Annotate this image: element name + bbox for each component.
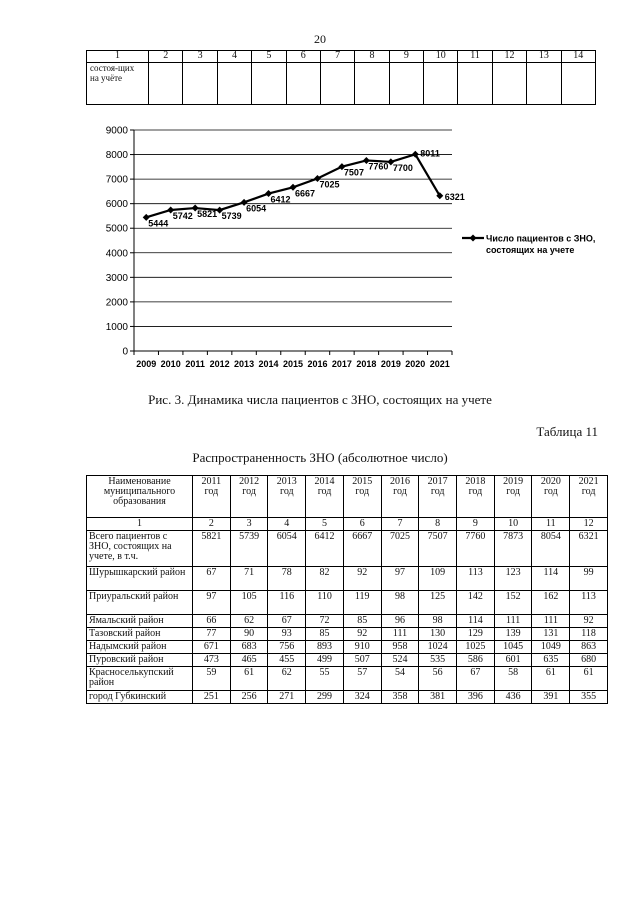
data-label: 5742	[172, 211, 193, 222]
value-cell: 586	[457, 654, 495, 667]
value-cell: 85	[343, 615, 381, 628]
column-number: 8	[355, 51, 389, 63]
value-cell: 92	[343, 628, 381, 641]
value-cell: 59	[193, 667, 231, 691]
y-tick-label: 2000	[105, 297, 128, 309]
municipality-name: Надымский район	[87, 641, 193, 654]
y-tick-label: 7000	[105, 174, 128, 186]
column-index-cell: 3	[230, 518, 268, 531]
value-cell: 1049	[532, 641, 570, 654]
value-cell: 142	[457, 591, 495, 615]
municipality-name: Тазовский район	[87, 628, 193, 641]
value-cell: 130	[419, 628, 457, 641]
continued-row	[87, 63, 596, 105]
column-index-cell: 9	[457, 518, 495, 531]
value-cell: 57	[343, 667, 381, 691]
value-cell: 129	[457, 628, 495, 641]
column-index-cell: 4	[268, 518, 306, 531]
column-number: 6	[286, 51, 320, 63]
column-number: 5	[252, 51, 286, 63]
column-number: 14	[561, 51, 596, 63]
value-cell: 54	[381, 667, 419, 691]
table-title: Распространенность ЗНО (абсолютное число)	[192, 450, 448, 465]
value-cell: 5739	[230, 531, 268, 567]
value-cell: 1025	[457, 641, 495, 654]
value-cell: 113	[457, 567, 495, 591]
column-number: 7	[320, 51, 354, 63]
table-row	[87, 691, 608, 704]
header-year-cell: 2011 год	[193, 476, 231, 518]
value-cell: 67	[457, 667, 495, 691]
value-cell: 111	[381, 628, 419, 641]
table-row	[87, 641, 608, 654]
column-number: 12	[492, 51, 526, 63]
value-cell: 71	[230, 567, 268, 591]
column-index-cell: 7	[381, 518, 419, 531]
column-index-cell: 10	[494, 518, 532, 531]
value-cell: 62	[230, 615, 268, 628]
column-index-cell: 2	[193, 518, 231, 531]
column-number: 10	[424, 51, 458, 63]
value-cell: 381	[419, 691, 457, 704]
value-cell: 114	[457, 615, 495, 628]
x-tick-label: 2013	[234, 359, 255, 369]
value-cell: 162	[532, 591, 570, 615]
table-header-row	[87, 476, 608, 518]
data-label: 5821	[197, 209, 218, 220]
value-cell: 299	[306, 691, 344, 704]
value-cell: 465	[230, 654, 268, 667]
value-cell: 391	[532, 691, 570, 704]
y-tick-label: 0	[122, 346, 128, 358]
value-cell: 105	[230, 591, 268, 615]
table-row	[87, 667, 608, 691]
value-cell: 152	[494, 591, 532, 615]
value-cell: 125	[419, 591, 457, 615]
municipality-name: Шурышкарский район	[87, 567, 193, 591]
x-tick-label: 2011	[185, 359, 205, 369]
page-number: 20	[314, 32, 326, 46]
column-number: 13	[527, 51, 561, 63]
municipality-name: Красноселькупский район	[87, 667, 193, 691]
municipality-name: Приуральский район	[87, 591, 193, 615]
value-cell: 436	[494, 691, 532, 704]
legend-label-line1: Число пациентов с ЗНО,	[486, 233, 596, 244]
municipality-name: город Губкинский	[87, 691, 193, 704]
data-label: 6321	[444, 191, 465, 202]
value-cell: 58	[494, 667, 532, 691]
data-label: 7760	[368, 161, 389, 172]
x-tick-label: 2015	[282, 359, 304, 369]
value-cell: 473	[193, 654, 231, 667]
table-row	[87, 591, 608, 615]
value-cell: 671	[193, 641, 231, 654]
header-year-cell: 2015 год	[343, 476, 381, 518]
municipality-name: Ямальский район	[87, 615, 193, 628]
x-tick-label: 2012	[209, 359, 230, 369]
value-cell: 7507	[419, 531, 457, 567]
line-chart	[100, 118, 600, 374]
value-cell: 7025	[381, 531, 419, 567]
y-tick-label: 8000	[105, 150, 128, 162]
value-cell: 396	[457, 691, 495, 704]
data-label: 6054	[246, 203, 267, 214]
value-cell: 256	[230, 691, 268, 704]
value-cell: 62	[268, 667, 306, 691]
figure-caption: Рис. 3. Динамика числа пациентов с ЗНО, состоящих на учете	[148, 392, 492, 407]
value-cell: 535	[419, 654, 457, 667]
value-cell: 110	[306, 591, 344, 615]
column-number: 11	[458, 51, 492, 63]
header-year-cell: 2014 год	[306, 476, 344, 518]
row-label: состоя-щих на учёте	[87, 63, 149, 105]
x-tick-label: 2016	[307, 359, 328, 369]
header-year-cell: 2017 год	[419, 476, 457, 518]
value-cell: 507	[343, 654, 381, 667]
column-number: 1	[87, 51, 149, 63]
column-index-cell: 1	[87, 518, 193, 531]
column-number: 2	[149, 51, 183, 63]
header-year-cell: 2021 год	[570, 476, 608, 518]
value-cell: 119	[343, 591, 381, 615]
header-year-cell: 2019 год	[494, 476, 532, 518]
value-cell: 6412	[306, 531, 344, 567]
value-cell: 683	[230, 641, 268, 654]
data-label: 5444	[148, 218, 169, 229]
value-cell: 66	[193, 615, 231, 628]
value-cell: 271	[268, 691, 306, 704]
value-cell: 863	[570, 641, 608, 654]
value-cell: 7760	[457, 531, 495, 567]
x-tick-label: 2010	[160, 359, 181, 369]
value-cell: 90	[230, 628, 268, 641]
header-year-cell: 2016 год	[381, 476, 419, 518]
header-year-cell: 2012 год	[230, 476, 268, 518]
value-cell: 6321	[570, 531, 608, 567]
value-cell: 67	[268, 615, 306, 628]
table-number: Таблица 11	[536, 424, 598, 439]
value-cell: 116	[268, 591, 306, 615]
table-row	[87, 531, 608, 567]
value-cell: 93	[268, 628, 306, 641]
value-cell: 98	[381, 591, 419, 615]
column-index-cell: 11	[532, 518, 570, 531]
column-number: 9	[389, 51, 423, 63]
value-cell: 77	[193, 628, 231, 641]
y-tick-label: 1000	[105, 321, 128, 333]
data-label: 7700	[392, 162, 413, 173]
value-cell: 72	[306, 615, 344, 628]
legend-label-line2: состоящих на учете	[486, 245, 575, 255]
value-cell: 111	[532, 615, 570, 628]
value-cell: 118	[570, 628, 608, 641]
value-cell: 5821	[193, 531, 231, 567]
data-label: 6667	[295, 188, 316, 199]
value-cell: 82	[306, 567, 344, 591]
x-tick-label: 2020	[405, 359, 426, 369]
y-tick-label: 6000	[105, 199, 128, 211]
x-tick-label: 2009	[136, 359, 157, 369]
value-cell: 97	[193, 591, 231, 615]
value-cell: 78	[268, 567, 306, 591]
value-cell: 96	[381, 615, 419, 628]
value-cell: 55	[306, 667, 344, 691]
continued-table	[86, 50, 596, 105]
table-row	[87, 654, 608, 667]
y-tick-label: 9000	[105, 125, 128, 137]
column-index-row	[87, 518, 608, 531]
x-tick-label: 2014	[258, 359, 279, 369]
value-cell: 97	[381, 567, 419, 591]
column-index-cell: 5	[306, 518, 344, 531]
value-cell: 114	[532, 567, 570, 591]
data-label: 7025	[319, 179, 340, 190]
column-number-row	[87, 51, 596, 63]
value-cell: 92	[570, 615, 608, 628]
y-tick-label: 3000	[105, 272, 128, 284]
x-tick-label: 2019	[380, 359, 401, 369]
value-cell: 85	[306, 628, 344, 641]
column-index-cell: 6	[343, 518, 381, 531]
x-tick-label: 2017	[331, 359, 352, 369]
value-cell: 109	[419, 567, 457, 591]
value-cell: 358	[381, 691, 419, 704]
value-cell: 8054	[532, 531, 570, 567]
value-cell: 111	[494, 615, 532, 628]
value-cell: 455	[268, 654, 306, 667]
header-name-cell: Наименование муниципального образования	[87, 476, 193, 518]
value-cell: 355	[570, 691, 608, 704]
value-cell: 680	[570, 654, 608, 667]
data-label: 6412	[270, 194, 291, 205]
value-cell: 61	[230, 667, 268, 691]
value-cell: 6667	[343, 531, 381, 567]
header-year-cell: 2013 год	[268, 476, 306, 518]
legend-marker	[470, 235, 477, 242]
municipality-name: Всего пациентов с ЗНО, состоящих на учете, в т.ч.	[87, 531, 193, 567]
value-cell: 756	[268, 641, 306, 654]
value-cell: 61	[570, 667, 608, 691]
value-cell: 6054	[268, 531, 306, 567]
value-cell: 324	[343, 691, 381, 704]
value-cell: 1045	[494, 641, 532, 654]
value-cell: 67	[193, 567, 231, 591]
column-number: 3	[183, 51, 217, 63]
value-cell: 601	[494, 654, 532, 667]
column-index-cell: 12	[570, 518, 608, 531]
table-row	[87, 628, 608, 641]
y-tick-label: 5000	[105, 223, 128, 235]
value-cell: 61	[532, 667, 570, 691]
table-row	[87, 615, 608, 628]
data-label: 8011	[420, 148, 440, 159]
data-label: 7507	[343, 167, 364, 178]
value-cell: 635	[532, 654, 570, 667]
prevalence-table	[86, 475, 608, 704]
y-tick-label: 4000	[105, 248, 128, 260]
column-index-cell: 8	[419, 518, 457, 531]
value-cell: 524	[381, 654, 419, 667]
x-tick-label: 2018	[356, 359, 377, 369]
value-cell: 499	[306, 654, 344, 667]
header-year-cell: 2018 год	[457, 476, 495, 518]
x-tick-label: 2021	[429, 359, 450, 369]
value-cell: 893	[306, 641, 344, 654]
value-cell: 99	[570, 567, 608, 591]
value-cell: 910	[343, 641, 381, 654]
header-year-cell: 2020 год	[532, 476, 570, 518]
value-cell: 123	[494, 567, 532, 591]
value-cell: 7873	[494, 531, 532, 567]
value-cell: 131	[532, 628, 570, 641]
value-cell: 251	[193, 691, 231, 704]
municipality-name: Пуровский район	[87, 654, 193, 667]
value-cell: 1024	[419, 641, 457, 654]
value-cell: 92	[343, 567, 381, 591]
table-row	[87, 567, 608, 591]
value-cell: 958	[381, 641, 419, 654]
value-cell: 113	[570, 591, 608, 615]
data-label: 5739	[221, 211, 242, 222]
value-cell: 139	[494, 628, 532, 641]
value-cell: 98	[419, 615, 457, 628]
value-cell: 56	[419, 667, 457, 691]
column-number: 4	[217, 51, 251, 63]
